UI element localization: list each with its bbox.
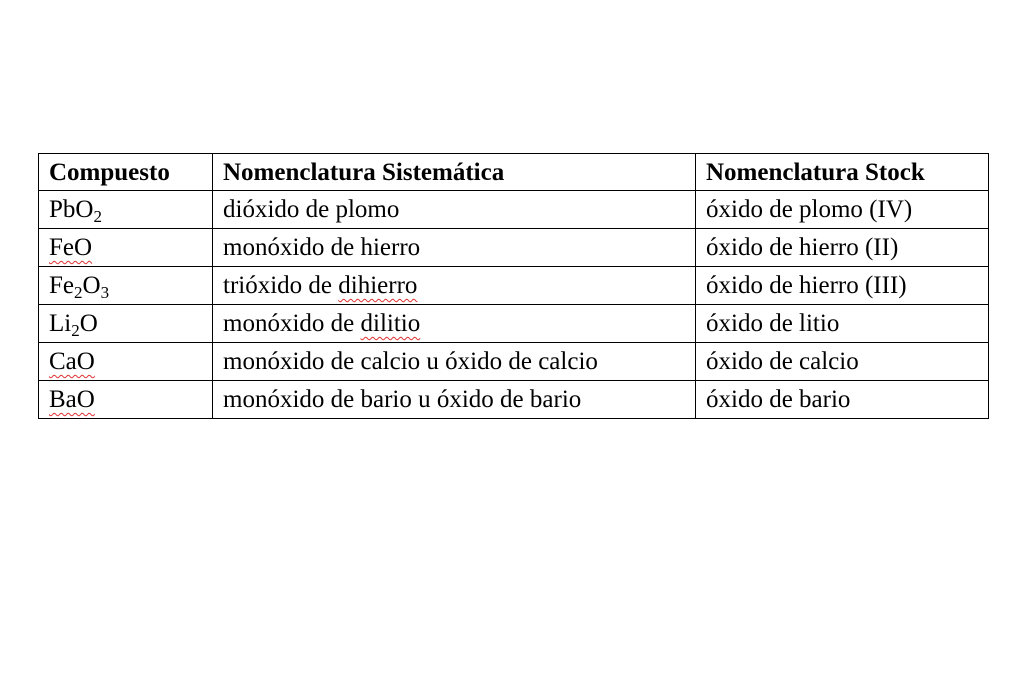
stock-cell: óxido de bario	[696, 381, 989, 419]
formula-subscript: 2	[93, 206, 102, 226]
stock-cell: óxido de plomo (IV)	[696, 191, 989, 229]
formula	[49, 196, 102, 226]
formula-symbol: BaO	[49, 386, 95, 413]
sistematica-text: monóxido de calcio u óxido de calcio	[223, 348, 598, 375]
header-compuesto: Compuesto	[39, 154, 213, 191]
formula	[49, 386, 95, 413]
header-nomenclatura-stock: Nomenclatura Stock	[696, 154, 989, 191]
stock-cell: óxido de litio	[696, 305, 989, 343]
stock-cell: óxido de hierro (II)	[696, 229, 989, 267]
sistematica-cell	[213, 191, 696, 229]
formula-symbol: O	[79, 310, 98, 337]
sistematica-text: dióxido de plomo	[223, 196, 400, 223]
sistematica-cell	[213, 343, 696, 381]
formula-symbol: Fe	[49, 272, 74, 299]
sistematica-text: monóxido de	[223, 310, 361, 337]
sistematica-text: monóxido de hierro	[223, 234, 421, 261]
sistematica-text: trióxido de	[223, 272, 339, 299]
formula-cell	[39, 343, 213, 381]
formula-symbol: FeO	[49, 234, 93, 261]
formula	[49, 310, 98, 340]
formula-cell	[39, 267, 213, 305]
table-row	[39, 229, 989, 267]
header-nomenclatura-sistematica: Nomenclatura Sistemática	[213, 154, 696, 191]
spellcheck-flagged-text: dihierro	[338, 272, 418, 299]
stock-cell: óxido de hierro (III)	[696, 267, 989, 305]
formula-subscript: 2	[74, 282, 83, 302]
formula	[49, 234, 92, 261]
table-row	[39, 305, 989, 343]
formula-cell	[39, 191, 213, 229]
table-row	[39, 191, 989, 229]
table-row	[39, 267, 989, 305]
sistematica-cell	[213, 229, 696, 267]
sistematica-cell	[213, 305, 696, 343]
formula-symbol: CaO	[49, 348, 95, 375]
stock-cell: óxido de calcio	[696, 343, 989, 381]
sistematica-cell	[213, 267, 696, 305]
formula-subscript: 3	[100, 282, 110, 302]
formula	[49, 348, 95, 375]
formula	[49, 272, 110, 302]
spellcheck-flagged-text: dilitio	[360, 310, 421, 337]
nomenclature-table	[38, 153, 989, 419]
formula-symbol: O	[82, 272, 101, 299]
formula-cell	[39, 305, 213, 343]
formula-cell	[39, 229, 213, 267]
table-body	[39, 154, 989, 419]
formula-symbol: O	[75, 196, 94, 223]
table-row	[39, 381, 989, 419]
table-header-row	[39, 154, 989, 191]
table-row	[39, 343, 989, 381]
sistematica-cell	[213, 381, 696, 419]
sistematica-text: monóxido de bario u óxido de bario	[223, 386, 582, 413]
formula-cell	[39, 381, 213, 419]
formula-subscript: 2	[71, 320, 80, 340]
formula-symbol: Li	[49, 310, 72, 337]
formula-symbol: Pb	[49, 196, 76, 223]
